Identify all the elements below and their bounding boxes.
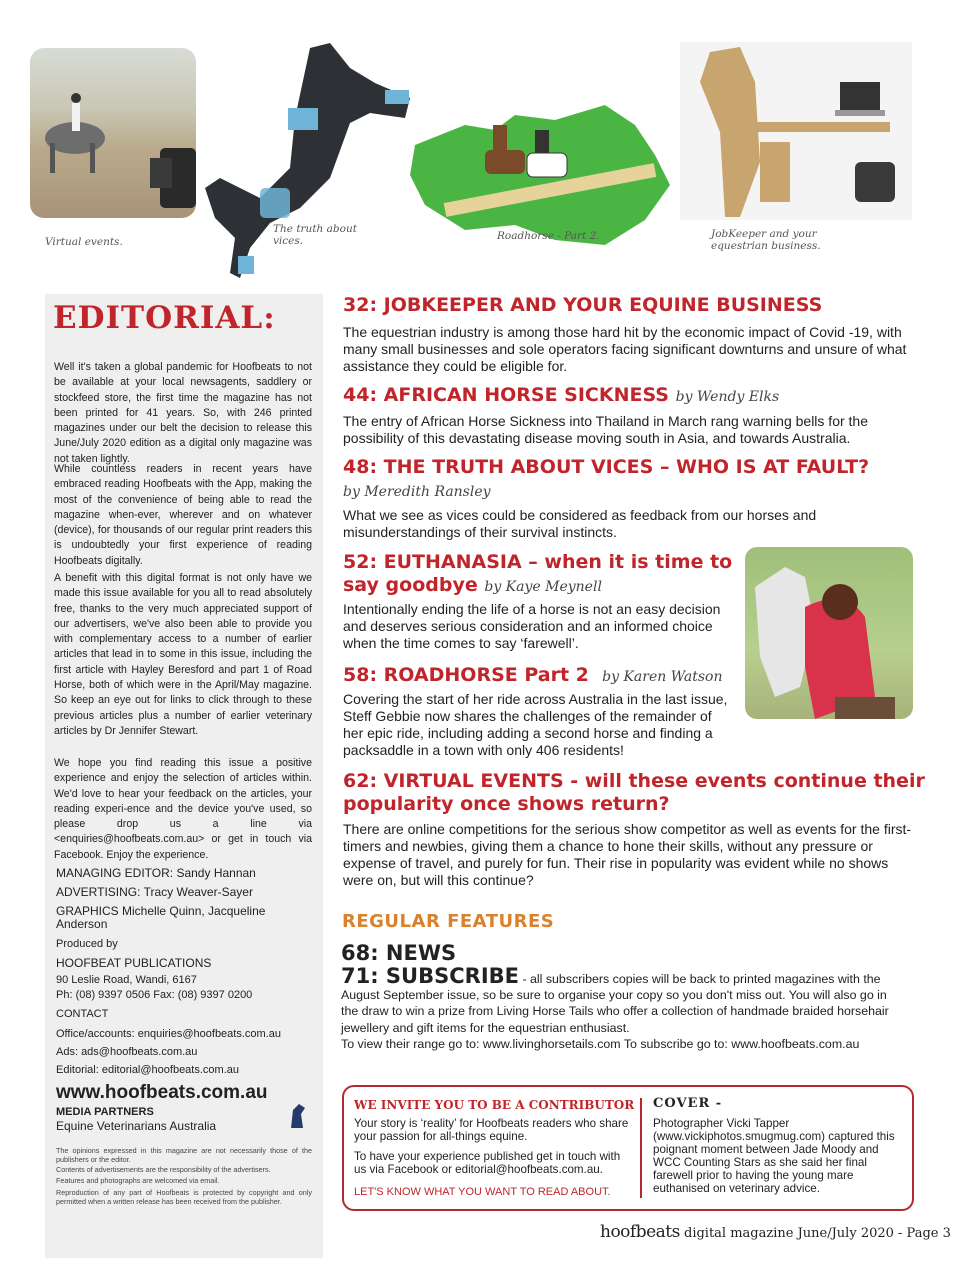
article-52-heading-1[interactable]: 52: EUTHANASIA – when it is time to — [343, 551, 733, 573]
footer-brand: hoofbeats — [600, 1222, 680, 1242]
credit-managing-editor: MANAGING EDITOR: Sandy Hannan — [56, 866, 256, 880]
page-footer — [600, 1222, 951, 1242]
credit-graphics-1: GRAPHICS Michelle Quinn, Jacqueline — [56, 904, 266, 918]
euthanasia-photo — [745, 547, 913, 719]
rearing-horse-photo — [200, 38, 420, 278]
caption-vices-1: The truth about — [273, 223, 357, 235]
caption-roadhorse: Roadhorse - Part 2. — [497, 230, 600, 242]
contributor-title: WE INVITE YOU TO BE A CONTRIBUTOR — [354, 1098, 635, 1112]
article-48-byline: by Meredith Ransley — [343, 484, 491, 500]
article-52-title-2: say goodbye — [343, 574, 478, 596]
caption-jobkeeper-2: equestrian business. — [711, 240, 821, 252]
credit-address: 90 Leslie Road, Wandi, 6167 — [56, 974, 197, 986]
roadhorse-map-photo — [405, 85, 675, 250]
article-44-body: The entry of African Horse Sickness into Thailand in March rang warning bells for the possibility of this devastating disease moving south in Asia, and towards Australia. — [343, 413, 868, 446]
credit-office-email[interactable]: Office/accounts: enquiries@hoofbeats.com.au — [56, 1028, 281, 1040]
caption-jobkeeper-1: JobKeeper and your — [711, 228, 817, 240]
article-62-heading-2[interactable]: popularity once shows return? — [343, 793, 670, 815]
cover-title: COVER - — [653, 1096, 723, 1111]
contributor-text-1: Your story is ‘reality’ for Hoofbeats readers who share your passion for all-things equine. — [354, 1117, 629, 1143]
fine-print-copyright: Reproduction of any part of Hoofbeats is protected by copyright and only permitted when a written release has been received from the publisher. — [56, 1188, 312, 1206]
footer-page-info: digital magazine June/July 2020 - Page 3 — [679, 1226, 951, 1241]
fine-print-opinions: The opinions expressed in this magazine are not necessarily those of the publishers or the editor. — [56, 1146, 312, 1164]
editorial-paragraph-3: A benefit with this digital format is not only have we made this issue available for you all to read absolutely free, thanks to the very much appreciated support of our advertisers, we've also been able to provide you with complementary access to a number of earlier articles that lead in to some in this issue, including the first article with Hayley Beresford and part 1 of Road Horse, both of which were in the April/May magazine. So keep an eye out for links to click through to these previous articles plus a number of earlier veterinary articles by Dr Jennifer Stewart. — [54, 572, 312, 737]
editorial-paragraph-2: While countless readers in recent years have embraced reading Hoofbeats with the App, making the most of the convenience of being able to read the magazine when-ever, wherever and on whatever (device), for thousands of our regular print readers this is undoubtedly your first experience of reading Hoofbeats digitally. — [54, 463, 312, 567]
virtual-events-photo — [30, 48, 196, 218]
article-48-heading[interactable]: 48: THE TRUTH ABOUT VICES – WHO IS AT FAULT? — [343, 456, 870, 478]
cover-text: Photographer Vicki Tapper (www.vickiphotos.smugmug.com) captured this poignant moment between Jade Moody and WCC Counting Stars as she said her final farewell prior to having the young mare euthanised on veterinary advice. — [653, 1117, 895, 1195]
editorial-title: EDITORIAL: — [53, 300, 276, 336]
media-partners-label: MEDIA PARTNERS — [56, 1106, 154, 1118]
australia-map-illustration — [405, 85, 675, 250]
website-link[interactable]: www.hoofbeats.com.au — [56, 1082, 268, 1103]
article-44-title: 44: AFRICAN HORSE SICKNESS — [343, 384, 669, 406]
fine-print-advertisements: Contents of advertisements are the responsibility of the advertisers. — [56, 1165, 271, 1174]
article-44-heading[interactable] — [343, 384, 779, 409]
article-32-heading[interactable]: 32: JOBKEEPER AND YOUR EQUINE BUSINESS — [343, 294, 823, 316]
subscribe-section — [341, 964, 906, 1052]
article-62-heading-1[interactable]: 62: VIRTUAL EVENTS - will these events continue their — [343, 770, 925, 792]
caption-vices-2: vices. — [273, 235, 304, 247]
article-32-body: The equestrian industry is among those hard hit by the economic impact of Covid -19, with many small businesses and sole operators facing significant downturns and unsure of what assistance they could be eligible for. — [343, 324, 907, 374]
subscribe-body: - all subscribers copies will be back to printed magazines with the August September issue, so be sure to organise your copy so you don't miss out. You will also go in the draw to win a prize from Living Horse Tails who offer a collection of handmade braided horsehair jewellery and gift items for the equestrian enthusiast. — [341, 972, 889, 1035]
fine-print-features: Features and photographs are welcomed via email. — [56, 1176, 220, 1185]
article-52-byline: by Kaye Meynell — [484, 579, 602, 595]
article-48-body: What we see as vices could be considered as feedback from our horses and misunderstandings of their survival instincts. — [343, 507, 817, 540]
credit-phone: Ph: (08) 9397 0506 Fax: (08) 9397 0200 — [56, 989, 253, 1001]
article-58-heading[interactable] — [343, 664, 722, 689]
regular-features-title: REGULAR FEATURES — [342, 911, 555, 932]
credit-contact: CONTACT — [56, 1008, 109, 1020]
subscribe-links[interactable]: To view their range go to: www.livinghorsetails.com To subscribe go to: www.hoofbeats.com.au — [341, 1036, 860, 1051]
horse-desk-illustration — [680, 42, 912, 220]
article-62-body: There are online competitions for the serious show competitor as well as events for the first-timers and newbies, giving them a chance to hone their skills, without any pressure or expense of travel, and purely for fun. Their rise in popularity was evident while no shows were on, but will this continue? — [343, 821, 912, 888]
media-partner-name: Equine Veterinarians Australia — [56, 1119, 217, 1133]
article-44-byline: by Wendy Elks — [675, 389, 780, 405]
credit-publisher: HOOFBEAT PUBLICATIONS — [56, 956, 212, 970]
article-58-body: Covering the start of her ride across Australia in the last issue, Steff Gebbie now shares the challenges of the remainder of her epic ride, including adding a second horse and finding a packsaddle in a town with only 406 residents! — [343, 691, 728, 758]
article-58-title: 58: ROADHORSE Part 2 — [343, 664, 589, 686]
contributor-text-2: To have your experience published get in touch with us via Facebook or editorial@hoofbeats.com.au. — [354, 1150, 621, 1176]
virtual-events-illustration — [30, 48, 196, 218]
jobkeeper-desk-photo — [680, 42, 912, 220]
credit-graphics-2: Anderson — [56, 917, 108, 931]
credit-advertising: ADVERTISING: Tracy Weaver-Sayer — [56, 885, 253, 899]
credit-produced-by: Produced by — [56, 938, 118, 950]
article-52-heading-2[interactable] — [343, 574, 602, 599]
subscribe-heading[interactable]: 71: SUBSCRIBE — [341, 964, 519, 988]
news-heading[interactable]: 68: NEWS — [341, 941, 457, 965]
caption-virtual-events: Virtual events. — [45, 236, 123, 248]
rearing-horse-illustration — [200, 38, 420, 278]
editorial-paragraph-1: Well it's taken a global pandemic for Hoofbeats to not be available at your local newsagents, saddlery or stockfeed store, the first time the magazine has not been printed for 41 years. So, with 246 printed magazines under our belt the decision to release this June/July 2020 edition as a digital only magazine was not taken lightly. — [54, 361, 312, 465]
box-divider — [640, 1098, 642, 1198]
editorial-paragraph-4: We hope you find reading this issue a positive experience and enjoy the selection of articles within. We'd love to hear your feedback on the articles, your reading experi-ence and the device you've used, so please drop us a line via <enquiries@hoofbeats.com.au> or get in touch via Facebook. Enjoy the experience. — [54, 757, 312, 861]
contributor-cta[interactable]: LET'S KNOW WHAT YOU WANT TO READ ABOUT. — [354, 1186, 611, 1198]
article-58-byline: by Karen Watson — [602, 669, 723, 685]
credit-editorial-email[interactable]: Editorial: editorial@hoofbeats.com.au — [56, 1064, 239, 1076]
horse-and-woman-illustration — [745, 547, 913, 719]
eva-logo-icon — [285, 1100, 309, 1132]
article-52-body: Intentionally ending the life of a horse is not an easy decision and deserves serious consideration and an informed choice when the time comes to say ‘farewell’. — [343, 601, 721, 651]
credit-ads-email[interactable]: Ads: ads@hoofbeats.com.au — [56, 1046, 198, 1058]
